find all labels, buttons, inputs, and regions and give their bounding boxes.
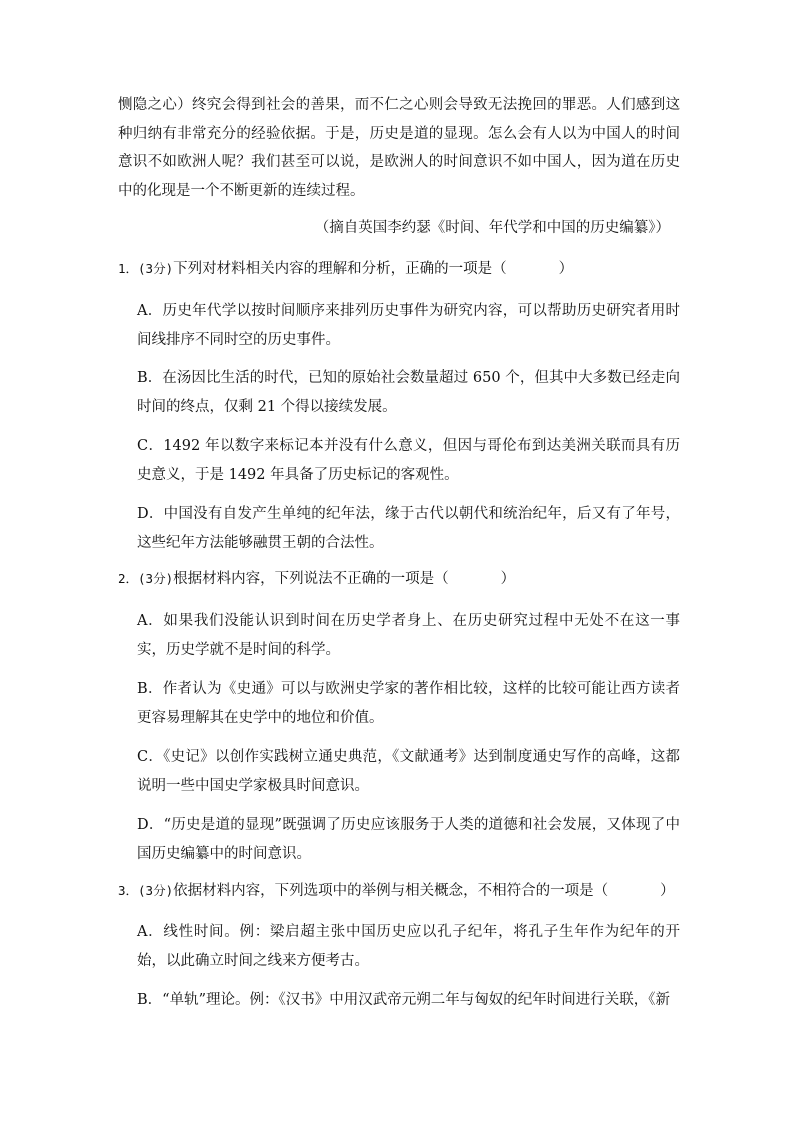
question-1-number: 1．(3分) [118,261,174,276]
intro-paragraph: 恻隐之心）终究会得到社会的善果，而不仁之心则会导致无法挽回的罪恶。人们感到这种归纳有非常充分的经验依据。于是，历史是道的显现。怎么会有人以为中国人的时间意识不如欧洲人呢？我们甚至可以说，是欧洲人的时间意识不如中国人，因为道在历史中的化现是一个不断更新的连续过程。 [118,97,680,199]
question-2-number: 2．(3分) [118,571,174,586]
question-3: 3．(3分)依据材料内容，下列选项中的举例与相关概念，不相符合的一项是（ ） [118,883,675,899]
question-2-option-c: C．《史记》以创作实践树立通史典范，《文献通考》达到制度通史写作的高峰，这都说明一些中国史学家极具时间意识。 [137,749,680,794]
question-1-stem: 下列对材料相关内容的理解和分析，正确的一项是（ [173,261,507,277]
source-citation: （摘自英国李约瑟《时间、年代学和中国的历史编纂》） [314,220,670,236]
question-3-number: 3．(3分) [118,883,174,898]
question-1-option-a: A．历史年代学以按时间顺序来排列历史事件为研究内容，可以帮助历史研究者用时间线排序不同时空的历史事件。 [137,303,680,348]
question-1-option-c: C．1492 年以数字来标记本并没有什么意义，但因与哥伦布到达美洲关联而具有历史意义，于是 1492 年具备了历史标记的客观性。 [137,438,680,483]
question-2-stem: 根据材料内容，下列说法不正确的一项是（ [173,571,449,587]
question-1-option-b: B．在汤因比生活的时代，已知的原始社会数量超过 650 个，但其中大多数已经走向时间的终点，仅剩 21 个得以接续发展。 [137,370,680,415]
question-3-option-a: A．线性时间。例：梁启超主张中国历史应以孔子纪年，将孔子生年作为纪年的开始，以此确立时间之线来方便考古。 [137,924,680,969]
question-2-option-b: B．作者认为《史通》可以与欧洲史学家的著作相比较，这样的比较可能让西方读者更容易理解其在史学中的地位和价值。 [137,681,680,726]
question-1-option-d: D．中国没有自发产生单纯的纪年法，缘于古代以朝代和统治纪年，后又有了年号，这些纪年方法能够融贯王朝的合法性。 [137,506,680,551]
question-2-option-a: A．如果我们没能认识到时间在历史学者身上、在历史研究过程中无处不在这一事实，历史学就不是时间的科学。 [137,613,680,658]
question-2-option-d: D．“历史是道的显现”既强调了历史应该服务于人类的道德和社会发展，又体现了中国历史编纂中的时间意识。 [137,817,680,862]
question-2: 2．(3分)根据材料内容，下列说法不正确的一项是（ ） [118,571,516,587]
question-1: 1．(3分)下列对材料相关内容的理解和分析，正确的一项是（ ） [118,261,574,277]
question-3-option-b: B．“单轨”理论。例：《汉书》中用汉武帝元朔二年与匈奴的纪年时间进行关联，《新 [137,992,670,1008]
question-3-stem: 依据材料内容，下列选项中的举例与相关概念，不相符合的一项是（ [173,883,609,899]
